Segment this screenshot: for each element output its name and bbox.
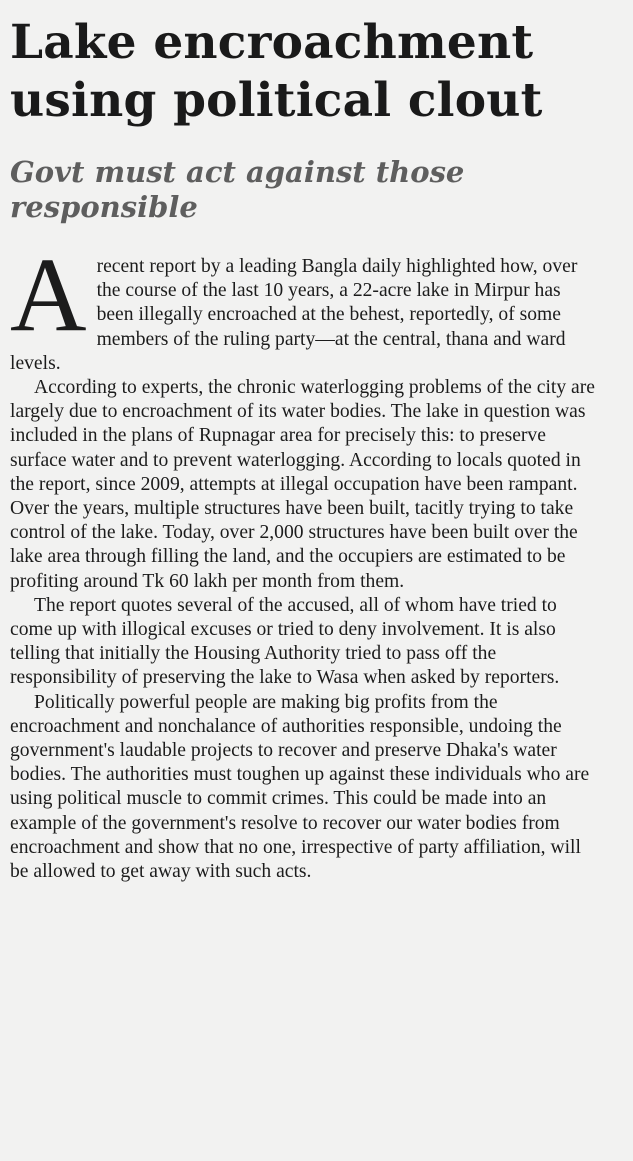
paragraph-1: [10, 236, 602, 376]
drop-cap: A: [10, 236, 87, 353]
article-body: [10, 236, 602, 884]
subheadline: Govt must act against those responsible: [10, 155, 465, 224]
headline: Lake encroachment using political clout: [10, 15, 543, 128]
paragraph-2: According to experts, the chronic waterlogging problems of the city are largely due to encroachment of its water bodies. The lake in question was included in the plans of Rupnagar area for precisely this: to preserve surface water and to prevent waterlogging. According to locals quoted in the report, since 2009, attempts at illegal occupation have been rampant. Over the years, multiple structures have been built, tacitly trying to take control of the lake. Today, over 2,000 structures have been built over the lake area through filling the land, and the occupiers are estimated to be profiting around Tk 60 lakh per month from them.: [10, 377, 595, 592]
paragraph-1-text: recent report by a leading Bangla daily highlighted how, over the course of the last 10 years, a 22-acre lake in Mirpur has been illegally encroached at the behest, reportedly, of some members of the ruling party—at the central, thana and ward levels.: [10, 256, 578, 374]
paragraph-4: Politically powerful people are making big profits from the encroachment and nonchalance of authorities responsible, undoing the government's laudable projects to recover and preserve Dhaka's water bodies. The authorities must toughen up against these individuals who are using political muscle to commit crimes. This could be made into an example of the government's resolve to recover our water bodies from encroachment and show that no one, irrespective of party affiliation, will be allowed to get away with such acts.: [10, 691, 590, 883]
paragraph-3: The report quotes several of the accused, all of whom have tried to come up with illogical excuses or tried to deny involvement. It is also telling that initially the Housing Authority tried to pass off the responsibility of preserving the lake to Wasa when asked by reporters.: [10, 594, 560, 689]
